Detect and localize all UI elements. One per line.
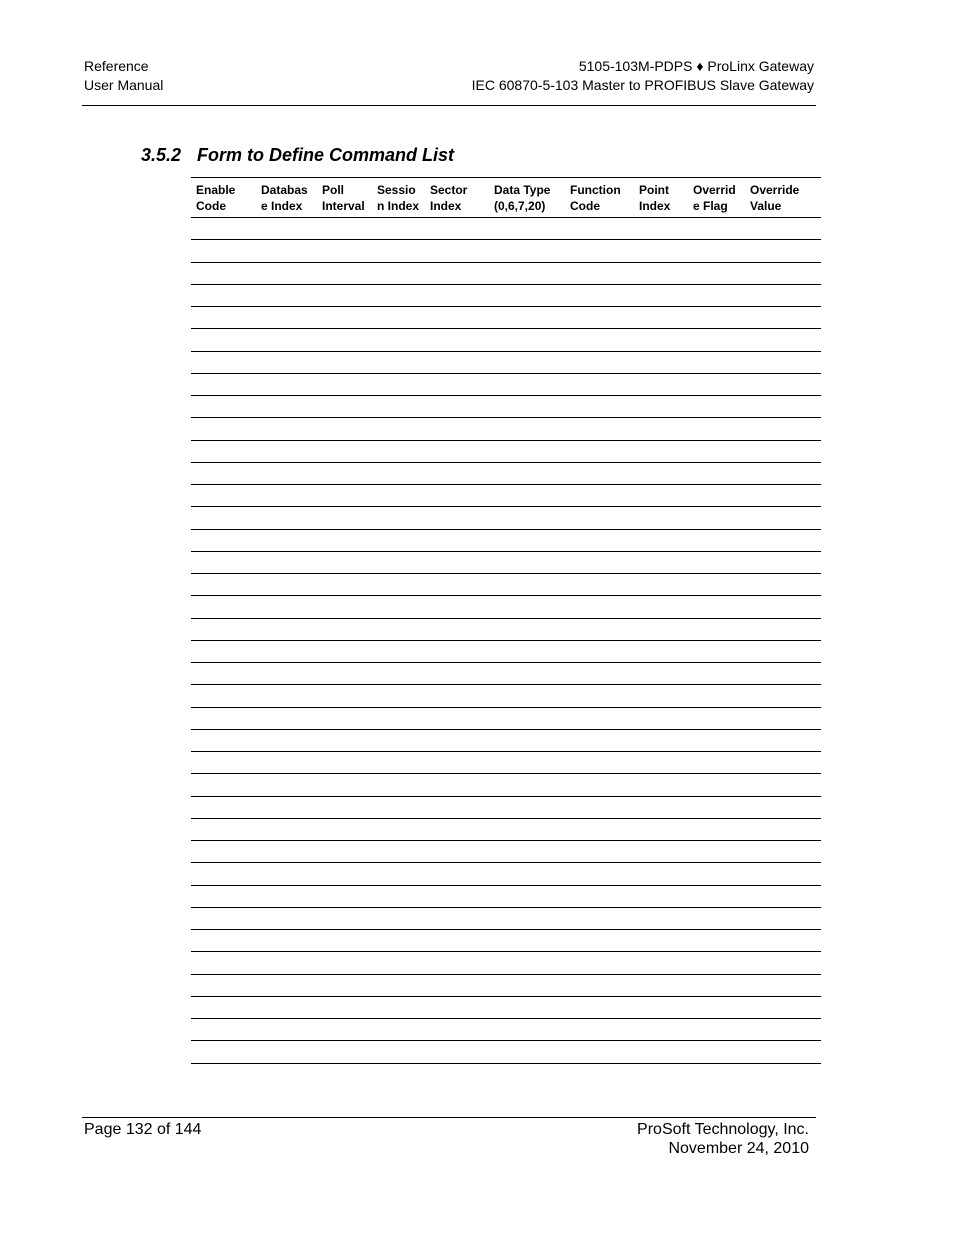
header-product-description: IEC 60870-5-103 Master to PROFIBUS Slave Gateway — [471, 77, 814, 93]
form-row[interactable] — [191, 752, 821, 774]
form-row[interactable] — [191, 708, 821, 730]
form-row[interactable] — [191, 485, 821, 507]
form-row[interactable] — [191, 952, 821, 974]
form-row[interactable] — [191, 596, 821, 618]
command-list-form — [191, 177, 821, 1064]
section-number: 3.5.2 — [141, 145, 182, 165]
page-number: Page 132 of 144 — [84, 1121, 202, 1138]
form-row[interactable] — [191, 285, 821, 307]
section-heading — [141, 145, 454, 166]
form-row[interactable] — [191, 418, 821, 440]
footer-right — [637, 1120, 809, 1158]
form-rows — [191, 218, 821, 1064]
form-row[interactable] — [191, 396, 821, 418]
column-header-point-index: Point Index — [639, 183, 671, 213]
form-row[interactable] — [191, 574, 821, 596]
header-product-label: 5105-103M-PDPS ♦ ProLinx Gateway — [578, 58, 814, 74]
column-header-sector-index: Sector Index — [430, 183, 468, 213]
form-row[interactable] — [191, 908, 821, 930]
form-row[interactable] — [191, 329, 821, 351]
form-row[interactable] — [191, 997, 821, 1019]
form-row[interactable] — [191, 374, 821, 396]
column-header-poll-interval: Poll Interval — [322, 183, 365, 213]
form-row[interactable] — [191, 797, 821, 819]
form-row[interactable] — [191, 663, 821, 685]
column-header-enable-code: Enable Code — [196, 183, 236, 213]
form-row[interactable] — [191, 975, 821, 997]
form-row[interactable] — [191, 507, 821, 529]
column-header-override-flag: Overrid e Flag — [693, 183, 736, 213]
column-header-function-code: Function Code — [570, 183, 621, 213]
form-row[interactable] — [191, 641, 821, 663]
publication-date: November 24, 2010 — [668, 1140, 809, 1157]
form-row[interactable] — [191, 530, 821, 552]
form-row[interactable] — [191, 619, 821, 641]
form-row[interactable] — [191, 218, 821, 240]
form-row[interactable] — [191, 463, 821, 485]
company-name: ProSoft Technology, Inc. — [637, 1121, 809, 1138]
form-row[interactable] — [191, 1041, 821, 1063]
header-divider — [82, 105, 816, 106]
form-row[interactable] — [191, 774, 821, 796]
form-row[interactable] — [191, 1019, 821, 1041]
form-row[interactable] — [191, 685, 821, 707]
form-row[interactable] — [191, 240, 821, 262]
header-right — [472, 57, 814, 95]
section-title: Form to Define Command List — [197, 145, 455, 165]
column-header-data-type: Data Type (0,6,7,20) — [494, 183, 551, 213]
form-row[interactable] — [191, 819, 821, 841]
footer-divider — [82, 1117, 816, 1118]
form-row[interactable] — [191, 863, 821, 885]
form-row[interactable] — [191, 552, 821, 574]
form-row[interactable] — [191, 352, 821, 374]
form-row[interactable] — [191, 441, 821, 463]
form-row[interactable] — [191, 841, 821, 863]
header-section-label: Reference — [84, 58, 149, 74]
form-row[interactable] — [191, 930, 821, 952]
header-left — [84, 57, 163, 95]
form-row[interactable] — [191, 730, 821, 752]
column-header-database-index: Databas e Index — [261, 183, 308, 213]
form-row[interactable] — [191, 263, 821, 285]
column-header-override-value: Override Value — [750, 183, 800, 213]
column-header-session-index: Sessio n Index — [377, 183, 420, 213]
form-row[interactable] — [191, 307, 821, 329]
form-row[interactable] — [191, 886, 821, 908]
header-manual-label: User Manual — [84, 77, 164, 93]
form-header-row — [191, 177, 821, 218]
